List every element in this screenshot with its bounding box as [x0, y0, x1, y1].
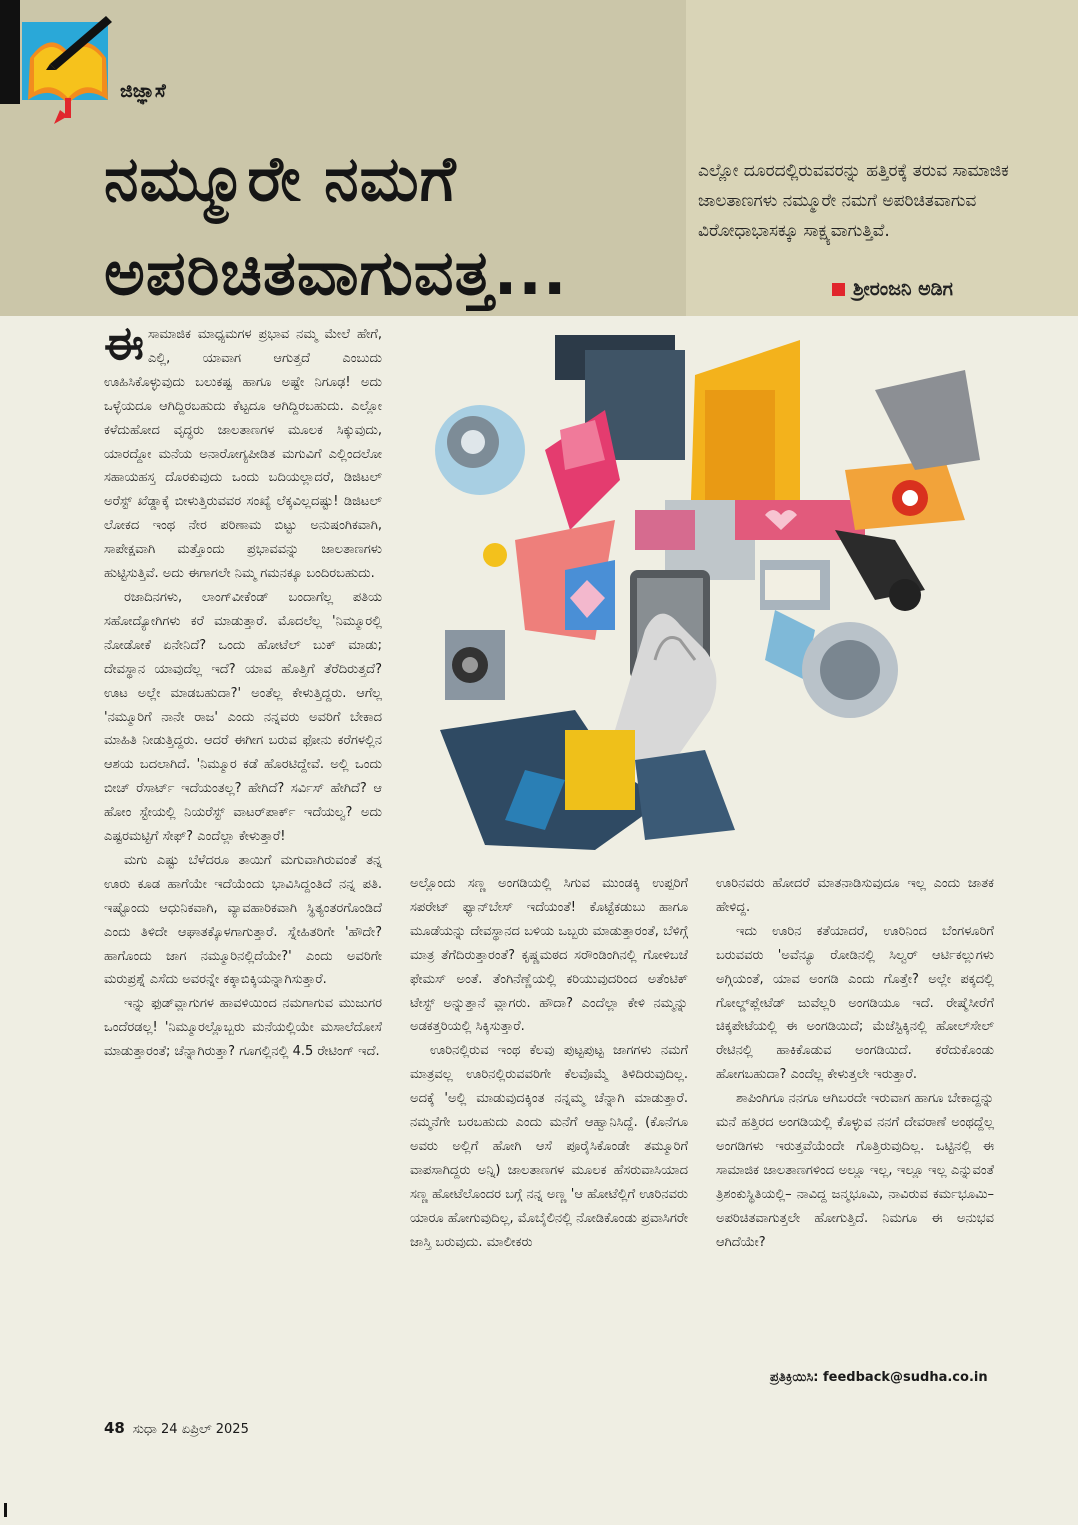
- paragraph: ಮಗು ಎಷ್ಟು ಬೆಳೆದರೂ ತಾಯಿಗೆ ಮಗುವಾಗಿರುವಂತೆ ತನ್ನ ಊರು ಕೂಡ ಹಾಗೆಯೇ ಇದೆಯೆಂದು ಭಾವಿಸಿದ್ದಂತಿದೆ ನನ್ನ ಪತಿ. ಇಷ್ಟೊಂದು ಆಧುನಿಕವಾಗಿ, ವ್ಯಾವಹಾರಿಕವಾಗಿ ಸ್ಥಿತ್ಯಂತರಗೊಂಡಿದೆ ಎಂದು ತಿಳಿದೇ ಆಘಾತಕ್ಕೊಳಗಾಗುತ್ತಾರೆ. ಸ್ನೇಹಿತರಿಗೇ 'ಹೌದೇ? ಹಾಗೊಂದು ಜಾಗ ನಮ್ಮೂರಿನಲ್ಲಿದೆಯೇ?' ಎಂದು ಅವರಿಗೇ ಮರುಪ್ರಶ್ನೆ ಎಸೆದು ಅವರನ್ನೇ ಕಕ್ಕಾಬಿಕ್ಕಿಯನ್ನಾಗಿಸುತ್ತಾರೆ.: [104, 852, 382, 988]
- paragraph: ಈಸಾಮಾಜಿಕ ಮಾಧ್ಯಮಗಳ ಪ್ರಭಾವ ನಮ್ಮ ಮೇಲೆ ಹೇಗೆ, ಎಲ್ಲಿ, ಯಾವಾಗ ಆಗುತ್ತದೆ ಎಂಬುದು ಊಹಿಸಿಕೊಳ್ಳುವುದು ಬಲುಕಷ್ಟ ಹಾಗೂ ಅಷ್ಟೇ ನಿಗೂಢ! ಅದು ಒಳ್ಳೆಯದೂ ಆಗಿದ್ದಿರಬಹುದು ಕೆಟ್ಟದೂ ಆಗಿದ್ದಿರಬಹುದು. ಎಲ್ಲೋ ಕಳೆದುಹೋದ ವೃದ್ಧರು ಜಾಲತಾಣಗಳ ಮೂಲಕ ಸಿಕ್ಕುವುದು, ಯಾರದ್ದೋ ಮನೆಯ ಅನಾರೋಗ್ಯಪೀಡಿತ ಮಗುವಿಗೆ ಎಲ್ಲಿಂದಲೋ ಸಹಾಯಹಸ್ತ ದೊರಕುವುದು ಒಂದು ಬದಿಯಲ್ಲಾದರೆ, ಡಿಜಿಟಲ್ ಅರೆಸ್ಟ್ ಖೆಡ್ಡಾಕ್ಕೆ ಬೀಳುತ್ತಿರುವವರ ಸಂಖ್ಯೆ ಲೆಕ್ಕವಿಲ್ಲದಷ್ಟು! ಡಿಜಿಟಲ್ ಲೋಕದ ಇಂಥ ನೇರ ಪರಿಣಾಮ ಬಿಟ್ಟು ಅನುಷಂಗಿಕವಾಗಿ, ಸಾಪೇಕ್ಷವಾಗಿ ಮತ್ತೊಂದು ಪ್ರಭಾವವನ್ನು ಜಾಲತಾಣಗಳು ಹುಟ್ಟಿಸುತ್ತಿವೆ. ಅದು ಈಗಾಗಲೇ ನಿಮ್ಮ ಗಮನಕ್ಕೂ ಬಂದಿರಬಹುದು.: [104, 316, 382, 582]
- paragraph: ಊರಿನವರು ಹೋದರೆ ಮಾತನಾಡಿಸುವುದೂ ಇಲ್ಲ ಎಂದು ಜಾತಕ ಹೇಳಿದ್ದ.: [716, 876, 994, 915]
- crop-mark: [4, 1503, 7, 1517]
- headline-line-1: ನಮ್ಮೂರೇ ನಮಗೆ: [104, 142, 457, 215]
- issue-info: ಸುಧಾ 24 ಏಪ್ರಿಲ್ 2025: [132, 1422, 249, 1437]
- paragraph: ಇನ್ನು ಫುಡ್‌ವ್ಲಾಗುಗಳ ಹಾವಳಿಯಿಂದ ನಮಗಾಗುವ ಮುಜುಗರ ಒಂದೆರಡಲ್ಲ! 'ನಿಮ್ಮೂರಲ್ಲೊಬ್ಬರು ಮನೆಯಲ್ಲಿಯೇ ಮಸಾಲೆದೋಸೆ ಮಾಡುತ್ತಾರಂತೆ; ಚೆನ್ನಾಗಿರುತ್ತಾ? ಗೂಗಲ್ಲಿನಲ್ಲಿ 4.5 ರೇಟಿಂಗ್ ಇದೆ.: [104, 996, 382, 1060]
- paragraph: ರಜಾದಿನಗಳು, ಲಾಂಗ್‌ವೀಕೆಂಡ್ ಬಂದಾಗೆಲ್ಲ ಪತಿಯ ಸಹೋದ್ಯೋಗಿಗಳು ಕರೆ ಮಾಡುತ್ತಾರೆ. ಮೊದಲೆಲ್ಲ 'ನಿಮ್ಮೂರಲ್ಲಿ ನೋಡೋಕೆ ಏನೇನಿದೆ? ಒಂದು ಹೋಟೆಲ್ ಬುಕ್ ಮಾಡು; ದೇವಸ್ಥಾನ ಯಾವುದೆಲ್ಲ ಇದೆ? ಯಾವ ಹೊತ್ತಿಗೆ ತೆರೆದಿರುತ್ತದೆ? ಊಟ ಅಲ್ಲೇ ಮಾಡಬಹುದಾ?' ಅಂತೆಲ್ಲ ಕೇಳುತ್ತಿದ್ದರು. ಆಗೆಲ್ಲ 'ನಮ್ಮೂರಿಗೆ ನಾನೇ ರಾಜ' ಎಂದು ನನ್ನವರು ಅವರಿಗೆ ಬೇಕಾದ ಮಾಹಿತಿ ನೀಡುತ್ತಿದ್ದರು. ಆದರೆ ಈಗೀಗ ಬರುವ ಫೋನು ಕರೆಗಳಲ್ಲಿನ ಆಶಯ ಬದಲಾಗಿದೆ. 'ನಿಮ್ಮೂರ ಕಡೆ ಹೊರಟಿದ್ದೇವೆ. ಅಲ್ಲಿ ಒಂದು ಬೀಚ್ ರೆಸಾರ್ಟ್ ಇದೆಯಂತಲ್ಲ? ಹೇಗಿದೆ? ಸರ್ವಿಸ್ ಹೇಗಿದೆ? ಆ ಹೋಂ ಸ್ಟೇಯಲ್ಲಿ ನಿಯರೆಸ್ಟ್ ವಾಟರ್‌ಪಾರ್ಕ್ ಇದೆಯಲ್ವ? ಅದು ಎಷ್ಟರಮಟ್ಟಿಗೆ ಸೇಫ್? ಎಂದೆಲ್ಲಾ ಕೇಳುತ್ತಾರೆ!: [104, 589, 382, 845]
- feedback-line: ಪ್ರತಿಕ್ರಿಯಿಸಿ: feedback@sudha.co.in: [770, 1370, 988, 1385]
- headline-line-2: ಅಪರಿಚಿತವಾಗುವತ್ತ...: [104, 236, 568, 309]
- article-blurb: ಎಲ್ಲೋ ದೂರದಲ್ಲಿರುವವರನ್ನು ಹತ್ತಿರಕ್ಕೆ ತರುವ ಸಾಮಾಜಿಕ ಜಾಲತಾಣಗಳು ನಮ್ಮೂರೇ ನಮಗೆ ಅಪರಿಚಿತವಾಗುವ ವಿರೋಧಾಭಾಸಕ್ಕೂ ಸಾಕ್ಷ್ಯವಾಗುತ್ತಿವೆ.: [698, 161, 1009, 241]
- byline: [832, 278, 953, 300]
- magazine-section-logo: [20, 0, 116, 124]
- article-column-1: [104, 316, 382, 1064]
- article-column-2: [410, 872, 688, 1255]
- paragraph: ಅಲ್ಲೊಂದು ಸಣ್ಣ ಅಂಗಡಿಯಲ್ಲಿ ಸಿಗುವ ಮುಂಡಕ್ಕಿ ಉಪ್ಪರಿಗೆ ಸಪರೇಟ್ ಫ್ಯಾನ್‌ಬೇಸ್ ಇದೆಯಂತೆ! ಕೊಟ್ಟೆಕಡುಬು ಹಾಗೂ ಮೂಡೆಯನ್ನು ದೇವಸ್ಥಾನದ ಬಳಿಯ ಒಬ್ಬರು ಮಾಡುತ್ತಾರಂತೆ, ಬೆಳಿಗ್ಗೆ ಮಾತ್ರ ತೆಗೆದಿರುತ್ತಾರಂತೆ? ಕೃಷ್ಣಮಠದ ಸರೌಂಡಿಂಗಿನಲ್ಲಿ ಗೋಳಿಬಜೆ ಫೇಮಸ್ ಅಂತೆ. ತೆಂಗಿನೆಣ್ಣೆಯಲ್ಲಿ ಕರಿಯುವುದರಿಂದ ಅತೆಂಟಿಕ್ ಟೇಸ್ಟ್ ಅನ್ನುತ್ತಾನೆ ವ್ಲಾಗರು. ಹೌದಾ? ಎಂದೆಲ್ಲಾ ಕೇಳಿ ನಮ್ಮನ್ನು ಅಡಕತ್ತರಿಯಲ್ಲಿ ಸಿಕ್ಕಿಸುತ್ತಾರೆ.: [410, 876, 688, 1035]
- author-name: ಶ್ರೀರಂಜನಿ ಅಡಿಗ: [853, 278, 953, 300]
- byline-square-icon: [832, 283, 845, 296]
- paragraph: ಊರಿನಲ್ಲಿರುವ ಇಂಥ ಕೆಲವು ಪುಟ್ಟಪುಟ್ಟ ಜಾಗಗಳು ನಮಗೆ ಮಾತ್ರವಲ್ಲ ಊರಿನಲ್ಲಿರುವವರಿಗೇ ಕೆಲವೊಮ್ಮೆ ತಿಳಿದಿರುವುದಿಲ್ಲ. ಅದಕ್ಕೆ 'ಅಲ್ಲಿ ಮಾಡುವುದಕ್ಕಿಂತ ನನ್ನಮ್ಮ ಚೆನ್ನಾಗಿ ಮಾಡುತ್ತಾರೆ. ನಮ್ಮನೆಗೇ ಬರಬಹುದು ಎಂದು ಮನೆಗೆ ಆಹ್ವಾನಿಸಿದ್ದೆ. (ಕೊನೆಗೂ ಅವರು ಅಲ್ಲಿಗೆ ಹೋಗಿ ಆಸೆ ಪೂರೈಸಿಕೊಂಡೇ ತಮ್ಮೂರಿಗೆ ವಾಪಸಾಗಿದ್ದರು ಅನ್ನಿ) ಜಾಲತಾಣಗಳ ಮೂಲಕ ಹೆಸರುವಾಸಿಯಾದ ಸಣ್ಣ ಹೋಟೆಲೊಂದರ ಬಗ್ಗೆ ನನ್ನ ಅಣ್ಣ 'ಆ ಹೋಟೆಲ್ಲಿಗೆ ಊರಿನವರು ಯಾರೂ ಹೋಗುವುದಿಲ್ಲ, ಮೊಬೈಲಿನಲ್ಲಿ ನೋಡಿಕೊಂಡು ಪ್ರವಾಸಿಗರೇ ಜಾಸ್ತಿ ಬರುವುದು. ಮಾಲೀಕರು: [410, 1043, 688, 1250]
- paragraph: ಶಾಪಿಂಗಿಗೂ ನನಗೂ ಆಗಿಬರದೇ ಇರುವಾಗ ಹಾಗೂ ಬೇಕಾದ್ದನ್ನು ಮನೆ ಹತ್ತಿರದ ಅಂಗಡಿಯಲ್ಲಿ ಕೊಳ್ಳುವ ನನಗೆ ದೇವರಾಣೆ ಅಂಥದ್ದೆಲ್ಲ ಅಂಗಡಿಗಳು ಇರುತ್ತವೆಯೆಂದೇ ಗೊತ್ತಿರುವುದಿಲ್ಲ. ಒಟ್ಟಿನಲ್ಲಿ ಈ ಸಾಮಾಜಿಕ ಜಾಲತಾಣಗಳಿಂದ ಅಲ್ಲೂ ಇಲ್ಲ, ಇಲ್ಲೂ ಇಲ್ಲ ಎನ್ನುವಂತೆ ತ್ರಿಶಂಕುಸ್ಥಿತಿಯಲ್ಲಿ– ನಾವಿದ್ದ ಜನ್ಮಭೂಮಿ, ನಾವಿರುವ ಕರ್ಮಭೂಮಿ– ಅಪರಿಚಿತವಾಗುತ್ತಲೇ ಹೋಗುತ್ತಿದೆ. ನಿಮಗೂ ಈ ಅನುಭವ ಆಗಿದೆಯೇ?: [716, 1091, 994, 1250]
- article-headline: [104, 132, 694, 320]
- drop-cap: ಈ: [104, 316, 144, 370]
- paragraph: ಇದು ಊರಿನ ಕತೆಯಾದರೆ, ಊರಿನಿಂದ ಬೆಂಗಳೂರಿಗೆ ಬರುವವರು 'ಅವೆನ್ಯೂ ರೋಡಿನಲ್ಲಿ ಸಿಲ್ವರ್ ಆರ್ಟಿಕಲ್ಲುಗಳು ಅಗ್ಗಿಯಂತೆ, ಯಾವ ಅಂಗಡಿ ಎಂದು ಗೊತ್ತೇ? ಅಲ್ಲೇ ಪಕ್ಕದಲ್ಲಿ ಗೋಲ್ಡ್‌ಪ್ಲೇಟೆಡ್ ಜುವೆಲ್ಲರಿ ಅಂಗಡಿಯೂ ಇದೆ. ರೇಷ್ಮೆಸೀರೆಗೆ ಚಿಕ್ಕಪೇಟೆಯಲ್ಲಿ ಈ ಅಂಗಡಿಯಿದೆ; ಮೆಜೆಸ್ಟಿಕ್ಕಿನಲ್ಲಿ ಹೋಲ್‌ಸೇಲ್ ರೇಟಿನಲ್ಲಿ ಹಾಕಿಕೊಡುವ ಅಂಗಡಿಯಿದೆ. ಕರೆದುಕೊಂಡು ಹೋಗಬಹುದಾ? ಎಂದೆಲ್ಲ ಕೇಳುತ್ತಲೇ ಇರುತ್ತಾರೆ.: [716, 923, 994, 1083]
- article-column-3: [716, 872, 994, 1255]
- page-footer: [104, 1419, 249, 1437]
- header-black-strip: [0, 0, 20, 104]
- collage-illustration: [405, 330, 1005, 860]
- page-number: 48: [104, 1419, 125, 1437]
- section-label: ಜಿಜ್ಞಾಸೆ: [120, 80, 166, 102]
